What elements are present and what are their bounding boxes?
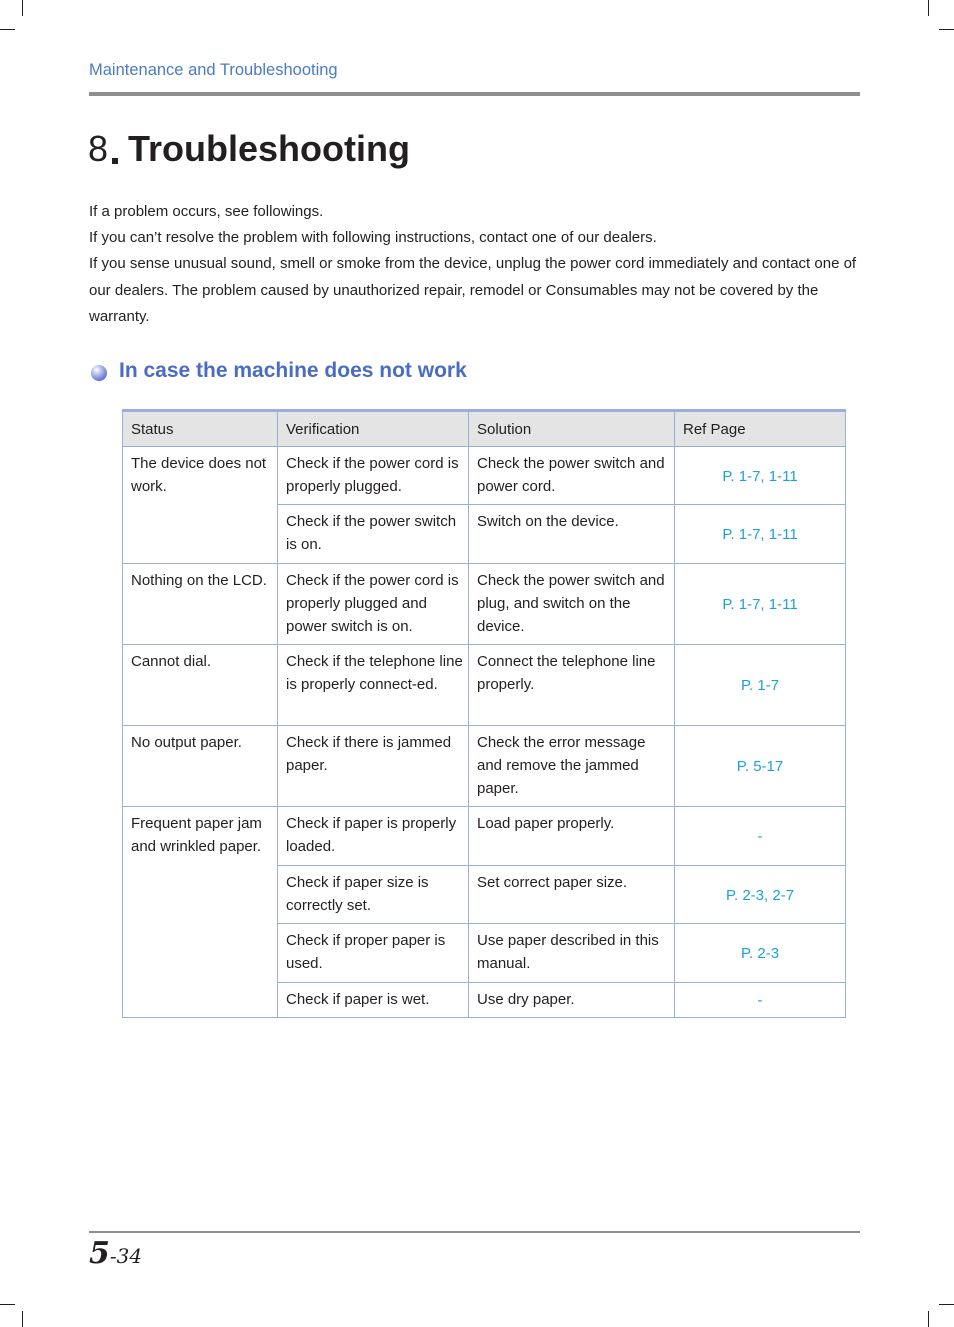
ref-page-link[interactable]: P. 1-7, 1-11 [675, 564, 846, 645]
verification-cell: Check if the telephone line is properly connect-ed. [278, 645, 469, 726]
solution-cell: Switch on the device. [469, 505, 675, 564]
status-cell: Nothing on the LCD. [123, 564, 278, 645]
intro-paragraph: If a problem occurs, see followings. [89, 203, 324, 220]
table-row [123, 564, 846, 645]
troubleshooting-table [122, 409, 846, 1018]
crop-mark [22, 1311, 23, 1327]
crop-mark [928, 1311, 929, 1327]
ref-page-link[interactable]: P. 1-7 [675, 645, 846, 726]
column-header-verification: Verification [278, 411, 469, 447]
header-rule [89, 92, 860, 96]
intro-paragraph: If you sense unusual sound, smell or smoke from the device, unplug the power cord immediately and contact one of our dealers. The problem caused by unauthorized repair, remodel or Consumables may not be covered by the warranty. [89, 255, 857, 325]
crop-mark [939, 29, 954, 30]
solution-cell: Check the power switch and plug, and switch on the device. [469, 564, 675, 645]
solution-cell: Check the error message and remove the jammed paper. [469, 726, 675, 807]
status-cell: The device does not work. [123, 447, 278, 564]
section-title: In case the machine does not work [119, 359, 467, 382]
page-number [89, 1236, 142, 1271]
status-cell: Cannot dial. [123, 645, 278, 726]
verification-cell: Check if paper is properly loaded. [278, 807, 469, 866]
column-header-ref-page: Ref Page [675, 411, 846, 447]
title-number: 8 [88, 128, 109, 169]
page-suffix: -34 [109, 1244, 143, 1268]
verification-cell: Check if the power cord is properly plugged. [278, 447, 469, 505]
verification-cell: Check if the power switch is on. [278, 505, 469, 564]
solution-cell: Load paper properly. [469, 807, 675, 866]
table-row [123, 807, 846, 866]
verification-cell: Check if paper size is correctly set. [278, 866, 469, 924]
verification-cell: Check if proper paper is used. [278, 924, 469, 983]
ref-page-link[interactable]: P. 1-7, 1-11 [675, 505, 846, 564]
ref-page-link[interactable]: P. 5-17 [675, 726, 846, 807]
table-row [123, 447, 846, 505]
title-text: Troubleshooting [128, 128, 411, 169]
ref-page-link[interactable]: P. 2-3 [675, 924, 846, 983]
ref-page-link[interactable]: P. 1-7, 1-11 [675, 447, 846, 505]
solution-cell: Set correct paper size. [469, 866, 675, 924]
crop-mark [939, 1304, 954, 1305]
verification-cell: Check if there is jammed paper. [278, 726, 469, 807]
ref-page-link[interactable]: - [675, 807, 846, 866]
table-row [123, 726, 846, 807]
solution-cell: Use dry paper. [469, 983, 675, 1018]
solution-cell: Connect the telephone line properly. [469, 645, 675, 726]
footer-rule [89, 1231, 860, 1233]
crop-mark [0, 29, 15, 30]
title-dot [112, 158, 118, 164]
solution-cell: Use paper described in this manual. [469, 924, 675, 983]
crop-mark [22, 0, 23, 16]
page-title [88, 128, 410, 170]
intro-text [89, 199, 864, 330]
verification-cell: Check if the power cord is properly plugged and power switch is on. [278, 564, 469, 645]
ref-page-link[interactable]: - [675, 983, 846, 1018]
solution-cell: Check the power switch and power cord. [469, 447, 675, 505]
status-cell: Frequent paper jam and wrinkled paper. [123, 807, 278, 1018]
table-header-row [123, 411, 846, 447]
column-header-status: Status [123, 411, 278, 447]
chapter-number: 5 [89, 1236, 110, 1271]
crop-mark [928, 0, 929, 16]
column-header-solution: Solution [469, 411, 675, 447]
ref-page-link[interactable]: P. 2-3, 2-7 [675, 866, 846, 924]
section-heading [91, 356, 467, 386]
sphere-bullet-icon [91, 365, 107, 381]
intro-paragraph: If you can’t resolve the problem with following instructions, contact one of our dealers. [89, 229, 657, 247]
running-header: Maintenance and Troubleshooting [89, 61, 338, 79]
status-cell: No output paper. [123, 726, 278, 807]
table-row [123, 645, 846, 726]
crop-mark [0, 1304, 15, 1305]
verification-cell: Check if paper is wet. [278, 983, 469, 1018]
